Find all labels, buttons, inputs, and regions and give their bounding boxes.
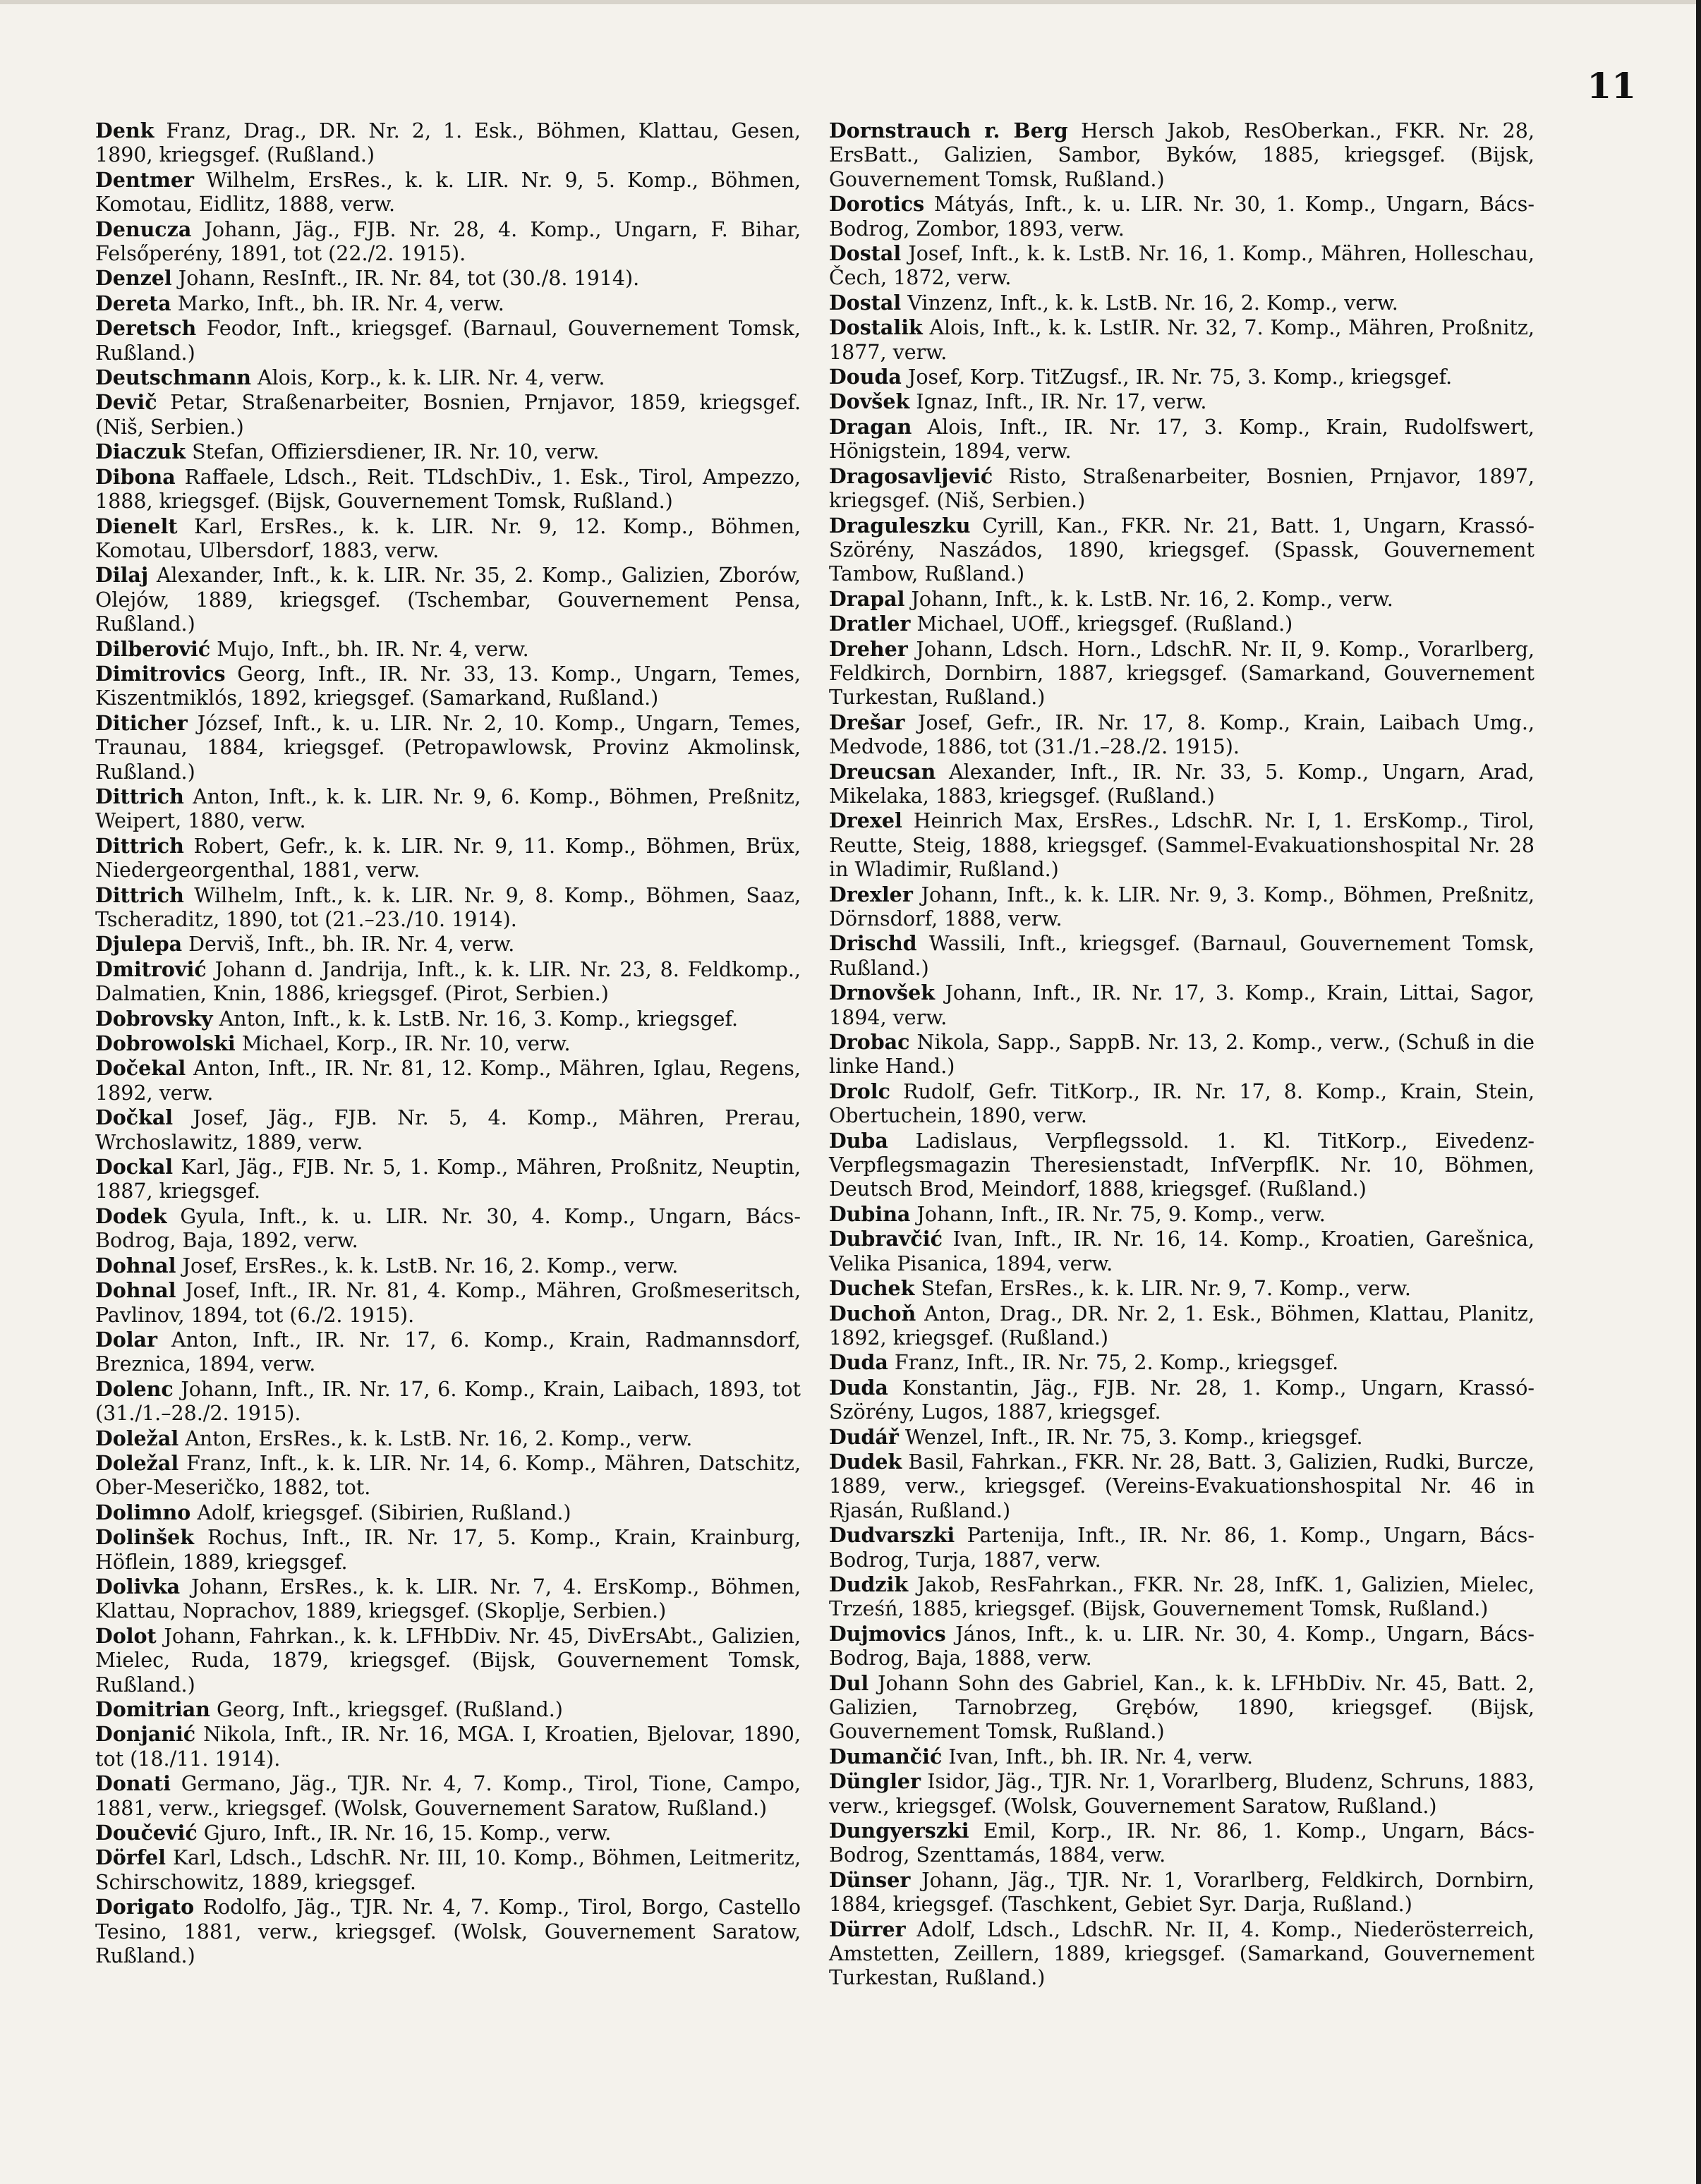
entry-surname: Deretsch xyxy=(95,316,197,341)
entry-surname: Deutschmann xyxy=(95,365,251,390)
left-column xyxy=(95,119,801,1968)
list-entry xyxy=(95,1007,801,1031)
entry-details: Michael, Korp., IR. Nr. 10, verw. xyxy=(241,1032,571,1056)
list-entry xyxy=(829,1769,1534,1819)
entry-surname: Dereta xyxy=(95,291,171,315)
list-entry xyxy=(95,1328,801,1377)
entry-details: Jakob, ResFahrkan., FKR. Nr. 28, InfK. 1, Galizien, Mielec, Trześń, 1885, kriegsgef. (Bijsk, Gouvernement Tomsk, Rußland.) xyxy=(829,1572,1534,1621)
entry-details: Wilhelm, Inft., k. k. LIR. Nr. 9, 8. Komp., Böhmen, Saaz, Tscheraditz, 1890, tot (21.–23./10. 1914). xyxy=(95,883,801,931)
entry-surname: Dobrovsky xyxy=(95,1006,213,1031)
entry-surname: Dibona xyxy=(95,464,176,489)
entry-surname: Dratler xyxy=(829,612,911,636)
entry-details: Isidor, Jäg., TJR. Nr. 1, Vorarlberg, Bludenz, Schruns, 1883, verw., kriegsgef. (Wolsk, Gouvernement Saratow, Rußland.) xyxy=(829,1770,1534,1818)
entry-surname: Dittrich xyxy=(95,882,184,907)
entry-details: Konstantin, Jäg., FJB. Nr. 28, 1. Komp., Ungarn, Krassó-Szörény, Lugos, 1887, kriegsgef. xyxy=(829,1376,1535,1424)
entry-surname: Drapal xyxy=(829,586,905,611)
entry-surname: Duchoň xyxy=(829,1301,916,1325)
entry-details: Johann, Ldsch. Horn., LdschR. Nr. II, 9. Komp., Vorarlberg, Feldkirch, Dornbirn, 1887, kriegsgef. (Samarkand, Gouvernement Turkestan, Rußland.) xyxy=(829,637,1534,710)
entry-surname: Dimitrovics xyxy=(95,661,226,686)
entry-surname: Dostalik xyxy=(829,315,923,340)
list-entry xyxy=(95,1377,801,1426)
list-entry xyxy=(829,1276,1534,1301)
entry-details: Johann, Inft., IR. Nr. 17, 6. Komp., Krain, Laibach, 1893, tot (31./1.–28./2. 1915). xyxy=(95,1377,801,1426)
entry-details: Alexander, Inft., IR. Nr. 33, 5. Komp., Ungarn, Arad, Mikelaka, 1883, kriegsgef. (Rußland.) xyxy=(829,760,1534,808)
entry-surname: Dürrer xyxy=(829,1917,906,1941)
list-entry xyxy=(95,465,801,514)
list-entry xyxy=(95,119,801,168)
entry-details: Josef, Inft., k. k. LstB. Nr. 16, 1. Komp., Mähren, Holleschau, Čech, 1872, verw. xyxy=(829,242,1534,290)
list-entry xyxy=(95,1845,801,1895)
entry-details: Ignaz, Inft., IR. Nr. 17, verw. xyxy=(916,390,1207,414)
list-entry xyxy=(95,1697,801,1722)
entry-details: Stefan, Offiziersdiener, IR. Nr. 10, verw. xyxy=(192,440,600,464)
entry-surname: Devič xyxy=(95,390,157,415)
entry-surname: Douda xyxy=(829,365,902,389)
entry-surname: Dockal xyxy=(95,1155,174,1179)
list-entry xyxy=(829,1202,1534,1227)
entry-surname: Düngler xyxy=(829,1769,921,1794)
entry-details: József, Inft., k. u. LIR. Nr. 2, 10. Komp., Ungarn, Temes, Traunau, 1884, kriegsgef. (Petropawlowsk, Provinz Akmolinsk, Rußland.) xyxy=(95,711,801,784)
entry-surname: Dujmovics xyxy=(829,1621,946,1646)
list-entry xyxy=(95,637,801,662)
list-entry xyxy=(95,1575,801,1624)
entry-details: Georg, Inft., IR. Nr. 33, 13. Komp., Ungarn, Temes, Kiszentmiklós, 1892, kriegsgef. (Samarkand, Rußland.) xyxy=(95,662,801,710)
entry-surname: Doučević xyxy=(95,1821,198,1845)
entry-details: Anton, Inft., IR. Nr. 17, 6. Komp., Krain, Radmannsdorf, Breznica, 1894, verw. xyxy=(95,1328,801,1376)
entry-details: Basil, Fahrkan., FKR. Nr. 28, Batt. 3, Galizien, Rudki, Burcze, 1889, verw., kriegsgef. (Vereins-Evakuationshospital Nr. 46 in Rjasán, Rußland.) xyxy=(829,1450,1534,1522)
entry-details: Raffaele, Ldsch., Reit. TLdschDiv., 1. Esk., Tirol, Ampezzo, 1888, kriegsgef. (Bijsk, Gouvernement Tomsk, Rußland.) xyxy=(95,465,801,514)
entry-surname: Dittrich xyxy=(95,784,184,808)
entry-details: Nikola, Sapp., SappB. Nr. 13, 2. Komp., verw., (Schuß in die linke Hand.) xyxy=(829,1031,1535,1079)
list-entry xyxy=(829,637,1534,710)
list-entry xyxy=(95,439,801,464)
entry-surname: Dohnal xyxy=(95,1278,176,1303)
entry-surname: Donati xyxy=(95,1771,171,1796)
list-entry xyxy=(829,587,1534,612)
list-entry xyxy=(95,1155,801,1204)
entry-surname: Dilaj xyxy=(95,563,149,588)
entry-details: Marko, Inft., bh. IR. Nr. 4, verw. xyxy=(177,291,504,315)
entry-details: Partenija, Inft., IR. Nr. 86, 1. Komp., Ungarn, Bács-Bodrog, Turja, 1887, verw. xyxy=(829,1524,1534,1572)
entry-surname: Dohnal xyxy=(95,1253,176,1278)
entry-details: Johann, ErsRes., k. k. LIR. Nr. 7, 4. ErsKomp., Böhmen, Klattau, Noprachov, 1889, kriegsgef. (Skoplje, Serbien.) xyxy=(95,1575,801,1623)
list-entry xyxy=(829,514,1534,587)
list-entry xyxy=(95,1105,801,1155)
entry-surname: Dreucsan xyxy=(829,759,936,784)
entry-surname: Dul xyxy=(829,1670,869,1695)
entry-surname: Dolenc xyxy=(95,1376,174,1401)
list-entry xyxy=(829,464,1534,514)
entry-details: Ivan, Inft., IR. Nr. 16, 14. Komp., Kroatien, Garešnica, Velika Pisanica, 1894, verw. xyxy=(829,1227,1534,1275)
entry-surname: Dočkal xyxy=(95,1105,174,1130)
list-entry xyxy=(829,1622,1534,1671)
entry-surname: Donjanić xyxy=(95,1722,196,1747)
entry-surname: Dolimno xyxy=(95,1500,191,1524)
entry-details: Franz, Inft., k. k. LIR. Nr. 14, 6. Komp., Mähren, Datschitz, Ober-Meseričko, 1882, tot. xyxy=(95,1451,801,1500)
entry-surname: Drexel xyxy=(829,808,902,833)
list-entry xyxy=(95,390,801,439)
entry-details: Josef, Inft., IR. Nr. 81, 4. Komp., Mähren, Großmeseritsch, Pavlinov, 1894, tot (6./2. 1915). xyxy=(95,1279,801,1327)
entry-details: Rochus, Inft., IR. Nr. 17, 5. Komp., Krain, Krainburg, Höflein, 1889, kriegsgef. xyxy=(95,1526,801,1574)
entry-details: Alexander, Inft., k. k. LIR. Nr. 35, 2. Komp., Galizien, Zborów, Olejów, 1889, kriegsgef. (Tschembar, Gouvernement Pensa, Rußland.) xyxy=(95,564,801,636)
entry-surname: Domitrian xyxy=(95,1697,210,1721)
entry-details: Karl, ErsRes., k. k. LIR. Nr. 9, 12. Komp., Böhmen, Komotau, Ulbersdorf, 1883, verw. xyxy=(95,514,801,562)
entry-surname: Dostal xyxy=(829,290,902,315)
list-entry xyxy=(95,1821,801,1845)
entry-details: Johann d. Jandrija, Inft., k. k. LIR. Nr. 23, 8. Feldkomp., Dalmatien, Knin, 1886, kriegsgef. (Pirot, Serbien.) xyxy=(95,957,801,1006)
list-entry xyxy=(95,1254,801,1278)
entry-details: Anton, ErsRes., k. k. LstB. Nr. 16, 2. Komp., verw. xyxy=(185,1426,693,1450)
list-entry xyxy=(95,365,801,390)
entry-surname: Denzel xyxy=(95,266,172,291)
list-entry xyxy=(95,1500,801,1525)
entry-surname: Dudář xyxy=(829,1424,899,1449)
list-entry xyxy=(829,315,1534,365)
entry-surname: Dudvarszki xyxy=(829,1523,955,1548)
list-entry xyxy=(95,1722,801,1771)
entry-details: Feodor, Inft., kriegsgef. (Barnaul, Gouvernement Tomsk, Rußland.) xyxy=(95,317,801,365)
entry-surname: Dragosavljević xyxy=(829,463,993,488)
list-entry xyxy=(829,882,1534,932)
entry-details: Josef, Jäg., FJB. Nr. 5, 4. Komp., Mähren, Prerau, Wrchoslawitz, 1889, verw. xyxy=(95,1106,801,1154)
list-entry xyxy=(95,1204,801,1254)
entry-surname: Dornstrauch r. Berg xyxy=(829,119,1068,142)
list-entry xyxy=(829,981,1534,1030)
list-entry xyxy=(95,1771,801,1821)
entry-surname: Dünser xyxy=(829,1867,911,1892)
list-entry xyxy=(95,217,801,267)
right-column xyxy=(829,119,1534,1991)
list-entry xyxy=(95,316,801,365)
entry-details: Georg, Inft., kriegsgef. (Rußland.) xyxy=(216,1698,563,1721)
list-entry xyxy=(829,1425,1534,1450)
entry-surname: Dorigato xyxy=(95,1895,195,1919)
list-entry xyxy=(829,612,1534,636)
entry-surname: Dragan xyxy=(829,414,912,439)
entry-surname: Dienelt xyxy=(95,514,178,538)
list-entry xyxy=(95,662,801,711)
list-entry xyxy=(829,1819,1534,1868)
entry-surname: Dočekal xyxy=(95,1056,186,1081)
entry-details: Michael, UOff., kriegsgef. (Rußland.) xyxy=(916,612,1293,636)
list-entry xyxy=(829,808,1534,882)
entry-details: Vinzenz, Inft., k. k. LstB. Nr. 16, 2. Komp., verw. xyxy=(907,291,1398,315)
list-entry xyxy=(829,931,1534,981)
entry-surname: Dumančić xyxy=(829,1744,943,1769)
entry-details: Stefan, ErsRes., k. k. LIR. Nr. 9, 7. Komp., verw. xyxy=(921,1277,1411,1301)
list-entry xyxy=(95,883,801,933)
entry-details: Petar, Straßenarbeiter, Bosnien, Prnjavor, 1859, kriegsgef. (Niš, Serbien.) xyxy=(95,391,801,439)
list-entry xyxy=(829,710,1534,760)
entry-details: Robert, Gefr., k. k. LIR. Nr. 9, 11. Komp., Böhmen, Brüx, Niedergeorgenthal, 1881, verw. xyxy=(95,834,801,882)
entry-surname: Dolot xyxy=(95,1623,157,1648)
entry-surname: Drolc xyxy=(829,1079,890,1103)
entry-details: Franz, Inft., IR. Nr. 75, 2. Komp., kriegsgef. xyxy=(894,1351,1339,1375)
entry-surname: Doležal xyxy=(95,1426,179,1450)
list-entry xyxy=(95,834,801,883)
list-entry xyxy=(95,1031,801,1056)
list-entry xyxy=(95,711,801,784)
entry-details: Anton, Drag., DR. Nr. 2, 1. Esk., Böhmen, Klattau, Planitz, 1892, kriegsgef. (Rußland.) xyxy=(829,1302,1535,1349)
entry-surname: Duba xyxy=(829,1128,888,1153)
list-entry xyxy=(95,168,801,217)
list-entry xyxy=(829,291,1534,315)
list-entry xyxy=(829,1450,1534,1523)
list-entry xyxy=(95,563,801,636)
entry-details: Josef, Gefr., IR. Nr. 17, 8. Komp., Krain, Laibach Umg., Medvode, 1886, tot (31./1.–28./2. 1915). xyxy=(829,710,1535,759)
list-entry xyxy=(829,119,1534,192)
list-entry xyxy=(95,1278,801,1328)
entry-details: Anton, Inft., IR. Nr. 81, 12. Komp., Mähren, Iglau, Regens, 1892, verw. xyxy=(95,1057,801,1105)
list-entry xyxy=(829,1523,1534,1572)
list-entry xyxy=(829,1671,1534,1745)
entry-details: Adolf, Ldsch., LdschR. Nr. II, 4. Komp., Niederösterreich, Amstetten, Zeillern, 1889, kriegsgef. (Samarkand, Gouvernement Turkestan, Rußland.) xyxy=(829,1917,1534,1990)
list-entry xyxy=(829,1079,1534,1129)
entry-details: Anton, Inft., k. k. LstB. Nr. 16, 3. Komp., kriegsgef. xyxy=(219,1007,739,1031)
entry-details: Rudolf, Gefr. TitKorp., IR. Nr. 17, 8. Komp., Krain, Stein, Obertuchein, 1890, verw. xyxy=(829,1079,1535,1128)
entry-details: Alois, Korp., k. k. LIR. Nr. 4, verw. xyxy=(257,366,605,390)
list-entry xyxy=(829,241,1534,291)
entry-surname: Duda xyxy=(829,1350,888,1375)
entry-details: Wenzel, Inft., IR. Nr. 75, 3. Komp., kriegsgef. xyxy=(904,1425,1363,1449)
entry-surname: Drobac xyxy=(829,1030,910,1055)
entry-details: Risto, Straßenarbeiter, Bosnien, Prnjavor, 1897, kriegsgef. (Niš, Serbien.) xyxy=(829,464,1534,513)
entry-surname: Diaczuk xyxy=(95,439,186,464)
list-entry xyxy=(95,1624,801,1697)
list-entry xyxy=(95,291,801,316)
list-entry xyxy=(829,1227,1534,1276)
entry-details: Johann, Inft., k. k. LIR. Nr. 9, 3. Komp., Böhmen, Preßnitz, Dörnsdorf, 1888, verw. xyxy=(829,882,1535,930)
entry-details: Johann Sohn des Gabriel, Kan., k. k. LFHbDiv. Nr. 45, Batt. 2, Galizien, Tarnobrzeg, Grębów, 1890, kriegsgef. (Bijsk, Gouvernement Tomsk, Rußland.) xyxy=(829,1671,1534,1744)
entry-surname: Draguleszku xyxy=(829,513,971,538)
entry-surname: Dilberović xyxy=(95,636,211,661)
entry-details: Johann, Inft., IR. Nr. 17, 3. Komp., Krain, Littai, Sagor, 1894, verw. xyxy=(829,981,1535,1029)
entry-details: Emil, Korp., IR. Nr. 86, 1. Komp., Ungarn, Bács-Bodrog, Szenttamás, 1884, verw. xyxy=(829,1819,1534,1867)
list-entry xyxy=(829,1302,1534,1351)
entry-details: Mujo, Inft., bh. IR. Nr. 4, verw. xyxy=(217,637,529,661)
entry-details: Johann, Jäg., TJR. Nr. 1, Vorarlberg, Feldkirch, Dornbirn, 1884, kriegsgef. (Taschkent, Gebiet Syr. Darja, Rußland.) xyxy=(829,1868,1534,1917)
entry-surname: Dolinšek xyxy=(95,1525,195,1550)
entry-surname: Dolivka xyxy=(95,1574,181,1598)
entry-details: Johann, ResInft., IR. Nr. 84, tot (30./8. 1914). xyxy=(178,267,640,291)
list-entry xyxy=(95,1056,801,1105)
entry-details: Ivan, Inft., bh. IR. Nr. 4, verw. xyxy=(948,1745,1254,1769)
entry-details: Nikola, Inft., IR. Nr. 16, MGA. I, Kroatien, Bjelovar, 1890, tot (18./11. 1914). xyxy=(95,1723,801,1771)
entry-surname: Dudek xyxy=(829,1449,902,1474)
entry-details: Josef, ErsRes., k. k. LstB. Nr. 16, 2. Komp., verw. xyxy=(182,1254,679,1278)
entry-details: Anton, Inft., k. k. LIR. Nr. 9, 6. Komp., Böhmen, Preßnitz, Weipert, 1880, verw. xyxy=(95,784,801,833)
entry-details: Heinrich Max, ErsRes., LdschR. Nr. I, 1. ErsKomp., Tirol, Reutte, Steig, 1888, kriegsgef. (Sammel-Evakuationshospital Nr. 28 in Wladimir, Rußland.) xyxy=(829,809,1534,882)
list-entry xyxy=(95,514,801,564)
entry-surname: Diticher xyxy=(95,710,188,735)
list-entry xyxy=(95,957,801,1007)
list-entry xyxy=(829,192,1534,241)
entry-surname: Denk xyxy=(95,119,155,142)
entry-surname: Dreher xyxy=(829,636,908,661)
entry-details: Wilhelm, ErsRes., k. k. LIR. Nr. 9, 5. Komp., Böhmen, Komotau, Eidlitz, 1888, verw. xyxy=(95,168,801,217)
list-entry xyxy=(829,1745,1534,1769)
page-right-edge xyxy=(1696,0,1701,2184)
entry-details: Adolf, kriegsgef. (Sibirien, Rußland.) xyxy=(197,1500,571,1524)
entry-details: Johann, Inft., IR. Nr. 75, 9. Komp., verw. xyxy=(916,1202,1326,1226)
entry-details: János, Inft., k. u. LIR. Nr. 30, 4. Komp., Ungarn, Bács-Bodrog, Baja, 1888, verw. xyxy=(829,1622,1534,1670)
entry-surname: Dubina xyxy=(829,1201,911,1226)
list-entry xyxy=(95,1895,801,1968)
entry-surname: Duchek xyxy=(829,1276,915,1301)
entry-details: Gyula, Inft., k. u. LIR. Nr. 30, 4. Komp., Ungarn, Bács-Bodrog, Baja, 1892, verw. xyxy=(95,1204,801,1253)
list-entry xyxy=(829,389,1534,414)
entry-surname: Dubravčić xyxy=(829,1227,943,1251)
entry-details: Derviš, Inft., bh. IR. Nr. 4, verw. xyxy=(188,933,515,957)
list-entry xyxy=(95,932,801,957)
list-entry xyxy=(95,1525,801,1575)
entry-surname: Dungyerszki xyxy=(829,1819,969,1843)
entry-details: Karl, Ldsch., LdschR. Nr. III, 10. Komp., Böhmen, Leitmeritz, Schirschowitz, 1889, kriegsgef. xyxy=(95,1846,801,1894)
entry-surname: Drexler xyxy=(829,882,913,906)
list-entry xyxy=(95,784,801,834)
entry-details: Wassili, Inft., kriegsgef. (Barnaul, Gouvernement Tomsk, Rußland.) xyxy=(829,932,1534,980)
list-entry xyxy=(829,415,1534,464)
entry-details: Cyrill, Kan., FKR. Nr. 21, Batt. 1, Ungarn, Krassó-Szörény, Naszádos, 1890, kriegsgef. (Spassk, Gouvernement Tambow, Rußland.) xyxy=(829,514,1534,586)
entry-surname: Dörfel xyxy=(95,1845,166,1870)
entry-surname: Dmitrović xyxy=(95,957,207,981)
entry-details: Johann, Fahrkan., k. k. LFHbDiv. Nr. 45, DivErsAbt., Galizien, Mielec, Ruda, 1879, kriegsgef. (Bijsk, Gouvernement Tomsk, Rußland.) xyxy=(95,1624,801,1697)
entry-surname: Drešar xyxy=(829,710,905,734)
list-entry xyxy=(95,1451,801,1500)
entry-surname: Dentmer xyxy=(95,167,195,192)
list-entry xyxy=(829,1129,1534,1202)
list-entry xyxy=(829,1868,1534,1917)
list-entry xyxy=(829,1917,1534,1991)
list-entry xyxy=(829,760,1534,809)
list-entry xyxy=(829,1572,1534,1622)
entry-details: Ladislaus, Verpflegssold. 1. Kl. TitKorp., Eivedenz-Verpflegsmagazin Theresienstadt, InfVerpflK. Nr. 10, Böhmen, Deutsch Brod, Meindorf, 1888, kriegsgef. (Rußland.) xyxy=(829,1129,1534,1201)
entry-details: Franz, Drag., DR. Nr. 2, 1. Esk., Böhmen, Klattau, Gesen, 1890, kriegsgef. (Rußland.) xyxy=(95,119,801,167)
entry-surname: Duda xyxy=(829,1375,888,1400)
entry-details: Johann, Inft., k. k. LstB. Nr. 16, 2. Komp., verw. xyxy=(911,587,1393,611)
entry-details: Alois, Inft., IR. Nr. 17, 3. Komp., Krain, Rudolfswert, Hönigstein, 1894, verw. xyxy=(829,415,1534,463)
list-entry xyxy=(829,365,1534,389)
entry-details: Alois, Inft., k. k. LstIR. Nr. 32, 7. Komp., Mähren, Proßnitz, 1877, verw. xyxy=(829,316,1534,364)
entry-surname: Dittrich xyxy=(95,833,184,858)
list-entry xyxy=(95,266,801,291)
entry-surname: Doležal xyxy=(95,1450,179,1475)
entry-details: Gjuro, Inft., IR. Nr. 16, 15. Komp., verw. xyxy=(203,1821,612,1845)
list-entry xyxy=(829,1376,1534,1425)
entry-details: Germano, Jäg., TJR. Nr. 4, 7. Komp., Tirol, Tione, Campo, 1881, verw., kriegsgef. (Wolsk, Gouvernement Saratow, Rußland.) xyxy=(95,1772,801,1820)
page-number: 11 xyxy=(1587,65,1636,107)
entry-surname: Dostal xyxy=(829,241,902,266)
entry-details: Hersch Jakob, ResOberkan., FKR. Nr. 28, ErsBatt., Galizien, Sambor, Byków, 1885, kriegsgef. (Bijsk, Gouvernement Tomsk, Rußland.) xyxy=(829,119,1534,191)
entry-surname: Dobrowolski xyxy=(95,1031,236,1056)
entry-details: Mátyás, Inft., k. u. LIR. Nr. 30, 1. Komp., Ungarn, Bács-Bodrog, Zombor, 1893, verw. xyxy=(829,193,1534,241)
entry-surname: Djulepa xyxy=(95,932,183,957)
entry-details: Karl, Jäg., FJB. Nr. 5, 1. Komp., Mähren, Proßnitz, Neuptin, 1887, kriegsgef. xyxy=(95,1155,801,1203)
entry-surname: Drischd xyxy=(829,931,917,956)
list-entry xyxy=(829,1030,1534,1079)
list-entry xyxy=(95,1426,801,1451)
entry-details: Josef, Korp. TitZugsf., IR. Nr. 75, 3. Komp., kriegsgef. xyxy=(907,365,1453,389)
entry-surname: Dolar xyxy=(95,1327,158,1352)
entry-surname: Dudzik xyxy=(829,1572,909,1596)
entry-surname: Dorotics xyxy=(829,192,925,217)
entry-surname: Denucza xyxy=(95,217,192,241)
entry-details: Johann, Jäg., FJB. Nr. 28, 4. Komp., Ungarn, F. Bihar, Felsőperény, 1891, tot (22./2. 1915). xyxy=(95,217,801,266)
entry-details: Rodolfo, Jäg., TJR. Nr. 4, 7. Komp., Tirol, Borgo, Castello Tesino, 1881, verw., kriegsgef. (Wolsk, Gouvernement Saratow, Rußland.) xyxy=(95,1895,801,1968)
entry-surname: Drnovšek xyxy=(829,981,935,1005)
page-top-edge xyxy=(0,0,1701,4)
list-entry xyxy=(829,1350,1534,1375)
entry-surname: Dodek xyxy=(95,1203,167,1228)
entry-surname: Dovšek xyxy=(829,389,910,414)
